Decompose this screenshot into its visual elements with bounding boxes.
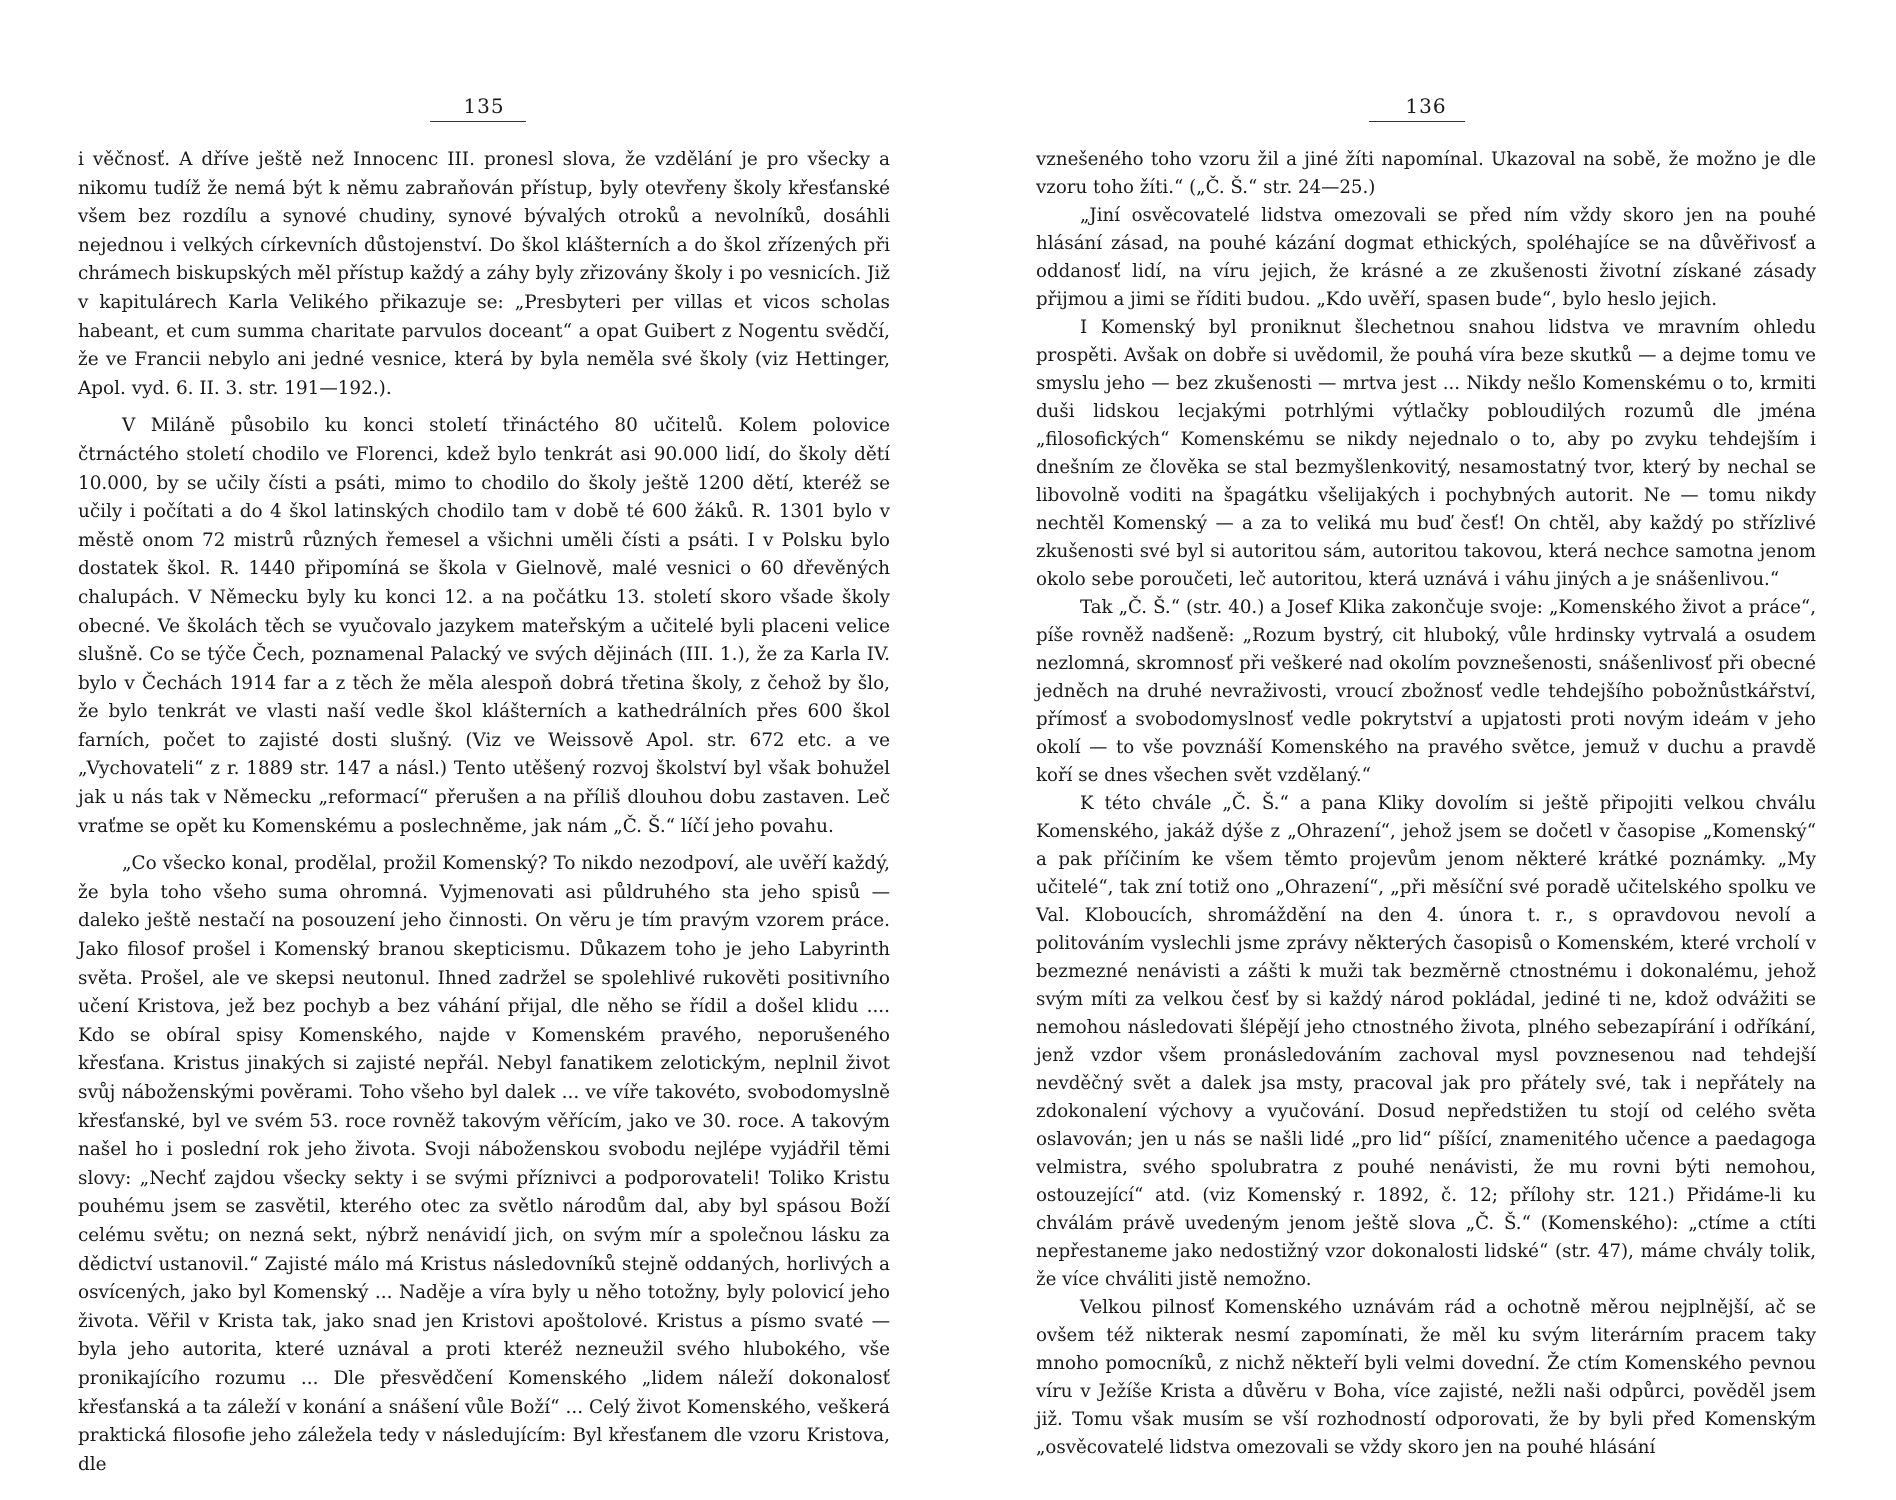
paragraph: „Co všecko konal, prodělal, prožil Komenský? To nikdo nezodpoví, ale uvěří každý, že byla toho všeho suma ohromná. Vyjmenovati asi půldruhého sta jeho spisů — daleko ještě nestačí na posouzení jeho činnosti. On věru je tím pravým vzorem práce. Jako filosof prošel i Komenský branou skepticismu. Důkazem toho je jeho Labyrinth světa. Prošel, ale ve skepsi neutonul. Ihned zadržel se spolehlivé rukověti positivního učení Kristova, jež bez pochyb a bez váhání přijal, dle něho se řídil a došel klidu .... Kdo se obíral spisy Komenského, najde v Komenském pravého, neporušeného křesťana. Kristus jinakých si zajisté nepřál. Nebyl fanatikem zelotickým, neplnil život svůj náboženskými pověrami. Toho všeho byl dalek ... ve víře takovéto, svobodomyslně křesťanské, byl ve svém 53. roce rovněž takovým věřícím, jako ve 30. roce. A takovým našel ho i poslední rok jeho života. Svoji náboženskou svobodu nejlépe vyjádřil těmi slovy: „Nechť zajdou všecky sekty i se svými příznivci a podporovateli! Toliko Kristu pouhému jsem se zasvětil, kterého otec za světlo národům dal, aby byl spásou Boží celému světu; on nezná sekt, nýbrž nenávidí jich, on svým mír a společnou lásku za dědictví ustanovil.“ Zajisté málo má Kristus následovníků stejně oddaných, horlivých a osvícených, jako byl Komenský ... Naděje a víra byly u něho totožny, byly polovicí jeho života. Věřil v Krista tak, jako snad jen Kristovi apoštolové. Kristus a písmo svaté — byla jeho autorita, které uznával a proti kteréž nezneužil svého hlubokého, vše pronikajícího rozumu ... Dle přesvědčení Komenského „lidem náleží dokonalosť křesťanská a ta záleží v konání a snášení vůle Boží“ ... Celý život Komenského, veškerá praktická filosofie jeho záležela tedy v následujícím: Byl křesťanem dle vzoru Kristova, dle [78, 853, 890, 1475]
page-number-rule [1369, 121, 1465, 122]
paragraph: V Miláně působilo ku konci století třináctého 80 učitelů. Kolem polovice čtrnáctého století chodilo ve Florenci, kdež bylo tenkrát asi 90.000 lidí, do školy dětí 10.000, by se učily čísti a psáti, mimo to chodilo do školy ještě 1200 dětí, kteréž se učily i počítati a do 4 škol latinských chodilo tam v době té 600 žáků. R. 1301 bylo v městě onom 72 mistrů různých řemesel a všichni uměli čísti a psáti. I v Polsku bylo dostatek škol. R. 1440 připomíná se škola v Gielnově, malé vesnici o 60 dřevěných chalupách. V Německu byly ku konci 12. a na počátku 13. století skoro všade školy obecné. Ve školách těch se vyučovalo jazykem mateřským a učitelé byli placeni velice slušně. Co se týče Čech, poznamenal Palacký ve svých dějinách (III. 1.), že za Karla IV. bylo v Čechách 1914 far a z těch že měla alespoň dobrá třetina školy, z čehož by šlo, že bylo tenkrát ve vlasti naší vedle škol klášterních a kathedrálních přes 600 škol farních, počet to zajisté dosti slušný. (Viz ve Weissově Apol. str. 672 etc. a ve „Vychovateli“ z r. 1889 str. 147 a násl.) Tento utěšený rozvoj školství byl však bohužel jak u nás tak v Německu „reformací“ přerušen a na příliš dlouhou dobu zastaven. Leč vraťme se opět ku Komenskému a poslechněme, jak nám „Č. Š.“ líčí jeho povahu. [78, 415, 890, 837]
page-number-rule [430, 121, 526, 122]
paragraph: i věčnosť. A dříve ještě než Innocenc III. pronesl slova, že vzdělání je pro všecky a nikomu tudíž že nemá být k němu zabraňován přístup, byly otevřeny školy křesťanské všem bez rozdílu a synové chudiny, synové bývalých otroků a nevolníků, dosáhli nejednou i velkých církevních důstojenství. Do škol klášterních a do škol zřízených při chrámech biskupských měl přístup každý a záhy byly zřizovány školy i po vesnicích. Již v kapitulárech Karla Velikého přikazuje se: „Presbyteri per villas et vicos scholas habeant, et cum summa charitate parvulos doceant“ a opat Guibert z Nogentu svědčí, že ve Francii nebylo ani jedné vesnice, která by byla neměla své školy (viz Hettinger, Apol. vyd. 6. II. 3. str. 191—192.). [78, 149, 890, 399]
paragraph: K této chvále „Č. Š.“ a pana Kliky dovolím si ještě připojiti velkou chválu Komenského, jakáž dýše z „Ohrazení“, jehož jsem se dočetl v časopise „Komenský“ a pak příčiním ke všem těmto projevům jenom některé krátké poznámky. „My učitelé“, tak zní totiž ono „Ohrazení“, „při měsíční své poradě učitelského spolku ve Val. Kloboucích, shromáždění na den 4. února t. r., s opravdovou nevolí a politováním vyslechli jsme zprávy některých časopisů o Komenském, které vrcholí v bezmezné nenávisti a zášti k muži tak bezměrně ctnostnému i dokonalému, jehož svým míti za velkou česť by si každý národ pokládal, jediné ti ne, kdož odvážiti se nemohou následovati šlépějí jeho ctnostného života, plného sebezapírání i odříkání, jenž vzdor všem pronásledováním zachoval mysl povznesenou nad tehdejší nevděčný svět a dalek jsa msty, pracoval jak pro přátely své, tak i nepřátely na zdokonalení výchovy a vyučování. Dosud nepředstižen tu stojí od celého světa oslavován; jen u nás se našli lidé „pro lid“ píšící, znamenitého učence a paedagoga velmistra, svého spolubratra z pouhé nenávisti, že mu rovni býti nemohou, ostouzející“ atd. (viz Komenský r. 1892, č. 12; přílohy str. 121.) Přidáme-li ku chválám právě uvedeným jenom ještě slova „Č. Š.“ (Komenského): „ctíme a ctíti nepřestaneme jako nedostižný vzor dokonalosti lidské“ (str. 47), máme chvály tolik, že více chváliti jistě nemožno. [1036, 793, 1816, 1290]
paragraph: Velkou pilnosť Komenského uznávám rád a ochotně měrou nejplnější, ač se ovšem též nikterak nesmí zapomínati, že měl ku svým literárním pracem taky mnoho pomocníků, z nichž někteří byli velmi dovední. Že ctím Komenského pevnou víru v Ježíše Krista a důvěru v Boha, více zajisté, nežli naši odpůrci, pověděl jsem již. Tomu však musím se vší rozhodností odporovati, že by byli před Komenským „osvěcovatelé lidstva omezovali se vždy skoro jen na pouhé hlásání [1036, 1297, 1816, 1458]
page-number: 135 [463, 94, 505, 118]
page-text [78, 146, 890, 1479]
page-text [1036, 146, 1816, 1462]
paragraph: Tak „Č. Š.“ (str. 40.) a Josef Klika zakončuje svoje: „Komenského život a práce“, píše rovněž nadšeně: „Rozum bystrý, cit hluboký, vůle hrdinsky vytrvalá a osudem nezlomná, skromnosť při veškeré nad okolím povznešenosti, snášenlivosť při obecné jedněch na druhé nevraživosti, vroucí zbožnosť vedle tehdejšího pobožnůstkářství, přímosť a svobodomyslnosť vedle pokrytství a upjatosti proti novým ideám v jeho okolí — to vše povznáší Komenského na pravého světce, jemuž v duchu a pravdě koří se dnes všechen svět vzdělaný.“ [1036, 597, 1816, 786]
paragraph: „Jiní osvěcovatelé lidstva omezovali se před ním vždy skoro jen na pouhé hlásání zásad, na pouhé kázání dogmat ethických, spoléhajíce se na důvěřivosť a oddanosť lidí, na víru jejich, že krásné a ze zkušenosti životní získané zásady přijmou a jimi se říditi budou. „Kdo uvěří, spasen bude“, bylo heslo jejich. [1036, 205, 1816, 310]
paragraph: vznešeného toho vzoru žil a jiné žíti napomínal. Ukazoval na sobě, že možno je dle vzoru toho žíti.“ („Č. Š.“ str. 24—25.) [1036, 149, 1816, 198]
page-number: 136 [1405, 94, 1447, 118]
paragraph: I Komenský byl proniknut šlechetnou snahou lidstva ve mravním ohledu prospěti. Avšak on dobře si uvědomil, že pouhá víra beze skutků — a dejme tomu ve smyslu jeho — bez zkušenosti — mrtva jest ... Nikdy nešlo Komenskému o to, krmiti duši lidskou lecjakými potrhlými výtlačky pobloudilých rozumů dle jména „filosofických“ Komenskému se nikdy nejednalo o to, aby po zvyku tehdejším i dnešním ze člověka se stal bezmyšlenkovitý, nesamostatný tvor, který by nechal se libovolně voditi na špagátku všelijakých i pochybných autorit. Ne — tomu nikdy nechtěl Komenský — a za to veliká mu buď česť! On chtěl, aby každý po střízlivé zkušenosti své byl si autoritou sám, autoritou takovou, která nechce samotna jenom okolo sebe poroučeti, leč autoritou, která uznává i váhu jiných a je snášenlivou.“ [1036, 317, 1816, 590]
